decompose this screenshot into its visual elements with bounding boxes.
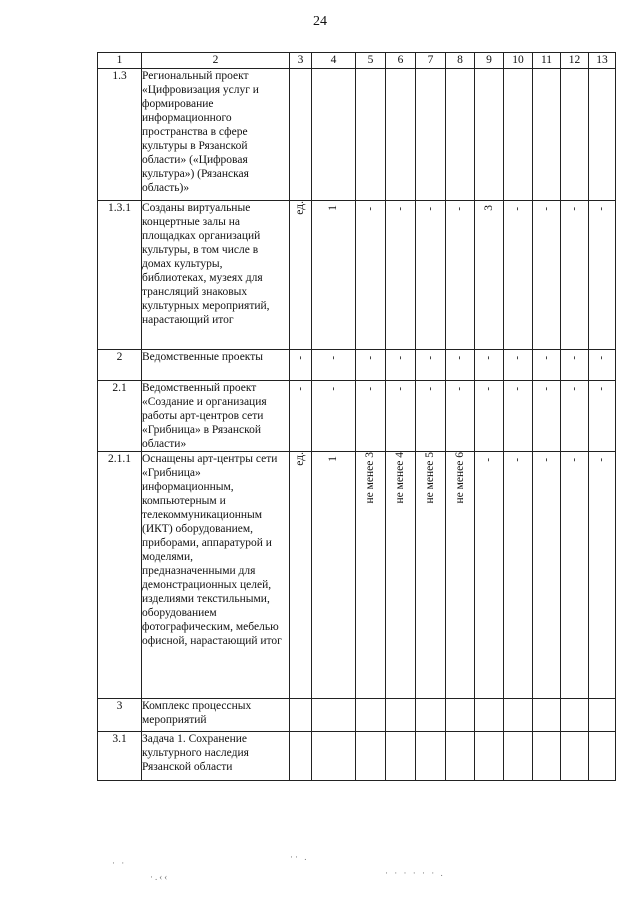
value-cell (312, 732, 356, 781)
dash-mark: - (595, 356, 608, 360)
value-cell (475, 699, 504, 732)
indicator-name: Задача 1. Сохранение культурного наследия Рязанской области (142, 732, 290, 781)
dash-mark: - (293, 356, 306, 360)
value-cell (446, 732, 475, 781)
value-cell (504, 452, 533, 699)
dash-mark: - (393, 387, 406, 391)
value-cell (561, 381, 589, 452)
value-cell (416, 381, 446, 452)
indicator-name: Ведомственные проекты (142, 350, 290, 381)
value-cell (475, 201, 504, 350)
value-cell (504, 699, 533, 732)
dash-mark: - (423, 356, 436, 360)
header-cell-3: 3 (290, 53, 312, 69)
vertical-value: не менее 5 (424, 452, 437, 504)
indicator-name: Оснащены арт-центры сети «Грибница» информационным, компьютерным и телекоммуникационным (ИКТ) оборудованием, приборами, аппаратурой и моделями, предназначенными для демонстрационных целей, изделиями текстильными, оборудованием фотографическим, мебелью офисной, нарастающий итог (142, 452, 290, 699)
page-number: 24 (313, 14, 327, 29)
value-cell (561, 452, 589, 699)
dash-mark: - (363, 387, 376, 391)
value-cell (533, 201, 561, 350)
vertical-value: ед. (294, 201, 307, 215)
dash-mark: - (423, 387, 436, 391)
dash-mark: - (482, 387, 495, 391)
value-cell (533, 452, 561, 699)
header-cell-13: 13 (589, 53, 616, 69)
header-cell-11: 11 (533, 53, 561, 69)
dash-mark: - (293, 387, 306, 391)
value-cell (589, 69, 616, 201)
value-cell (312, 350, 356, 381)
value-cell (356, 69, 386, 201)
vertical-value: 3 (482, 205, 495, 211)
value-cell (386, 381, 416, 452)
header-cell-10: 10 (504, 53, 533, 69)
table-row (98, 732, 616, 781)
value-cell (386, 201, 416, 350)
dash-mark: - (511, 387, 524, 391)
row-number: 2 (98, 350, 142, 381)
indicator-name: Комплекс процессных мероприятий (142, 699, 290, 732)
indicator-name: Региональный проект «Цифровизация услуг и формирование информационного пространства в сфере культуры в Рязанской области» («Цифровая культура») (Рязанская область)» (142, 69, 290, 201)
value-cell (312, 699, 356, 732)
value-cell (589, 381, 616, 452)
table-row (98, 69, 616, 201)
value-cell (561, 69, 589, 201)
value-cell (561, 350, 589, 381)
value-cell (386, 699, 416, 732)
value-cell (589, 699, 616, 732)
value-cell (290, 201, 312, 350)
header-cell-9: 9 (475, 53, 504, 69)
dash-mark: - (393, 207, 406, 211)
value-cell (416, 699, 446, 732)
dash-mark: - (453, 387, 466, 391)
dash-mark: - (595, 458, 608, 463)
value-cell (416, 732, 446, 781)
value-cell (475, 69, 504, 201)
vertical-value: 1 (327, 456, 340, 463)
dash-mark: - (363, 207, 376, 211)
value-cell (475, 452, 504, 699)
dash-mark: - (539, 458, 552, 463)
dash-mark: - (567, 207, 580, 211)
row-number: 2.1.1 (98, 452, 142, 699)
dash-mark: - (363, 356, 376, 360)
value-cell (561, 201, 589, 350)
dash-mark: - (326, 356, 339, 360)
dash-mark: - (595, 387, 608, 391)
header-cell-7: 7 (416, 53, 446, 69)
header-cell-2: 2 (142, 53, 290, 69)
header-cell-4: 4 (312, 53, 356, 69)
value-cell (356, 201, 386, 350)
value-cell (589, 732, 616, 781)
dash-mark: - (482, 458, 495, 463)
value-cell (533, 350, 561, 381)
value-cell (290, 69, 312, 201)
row-number: 1.3 (98, 69, 142, 201)
table-row (98, 381, 616, 452)
value-cell (290, 452, 312, 699)
dash-mark: - (453, 207, 466, 211)
value-cell (290, 732, 312, 781)
value-cell (446, 699, 475, 732)
indicators-table (97, 52, 616, 781)
value-cell (416, 201, 446, 350)
header-cell-1: 1 (98, 53, 142, 69)
value-cell (533, 381, 561, 452)
dash-mark: - (423, 207, 436, 211)
value-cell (446, 350, 475, 381)
value-cell (386, 452, 416, 699)
row-number: 3.1 (98, 732, 142, 781)
table-row (98, 350, 616, 381)
row-number: 1.3.1 (98, 201, 142, 350)
value-cell (504, 69, 533, 201)
value-cell (561, 732, 589, 781)
vertical-value: не менее 4 (394, 452, 407, 504)
dash-mark: - (539, 387, 552, 391)
value-cell (446, 381, 475, 452)
dash-mark: - (595, 207, 608, 211)
dash-mark: - (482, 356, 495, 360)
value-cell (589, 350, 616, 381)
value-cell (356, 699, 386, 732)
value-cell (533, 732, 561, 781)
value-cell (356, 732, 386, 781)
header-cell-6: 6 (386, 53, 416, 69)
dash-mark: - (326, 387, 339, 391)
value-cell (533, 69, 561, 201)
dash-mark: - (567, 387, 580, 391)
value-cell (290, 699, 312, 732)
value-cell (504, 732, 533, 781)
header-cell-8: 8 (446, 53, 475, 69)
value-cell (533, 699, 561, 732)
vertical-value: ед. (294, 452, 307, 466)
value-cell (312, 201, 356, 350)
header-cell-5: 5 (356, 53, 386, 69)
value-cell (589, 452, 616, 699)
value-cell (475, 350, 504, 381)
value-cell (504, 381, 533, 452)
dash-mark: - (511, 458, 524, 463)
value-cell (446, 452, 475, 699)
dash-mark: - (539, 356, 552, 360)
value-cell (356, 381, 386, 452)
value-cell (416, 452, 446, 699)
value-cell (416, 69, 446, 201)
dash-mark: - (393, 356, 406, 360)
dash-mark: - (567, 458, 580, 463)
table-row (98, 201, 616, 350)
dash-mark: - (539, 207, 552, 211)
table-row (98, 699, 616, 732)
dash-mark: - (511, 207, 524, 211)
value-cell (386, 732, 416, 781)
row-number: 3 (98, 699, 142, 732)
vertical-value: не менее 6 (453, 452, 466, 504)
value-cell (386, 69, 416, 201)
value-cell (446, 69, 475, 201)
table-row (98, 452, 616, 699)
value-cell (312, 452, 356, 699)
value-cell (504, 201, 533, 350)
row-number: 2.1 (98, 381, 142, 452)
value-cell (356, 350, 386, 381)
dash-mark: - (453, 356, 466, 360)
value-cell (475, 381, 504, 452)
indicator-name: Созданы виртуальные концертные залы на площадках организаций культуры, в том числе в домах культуры, библиотеках, музеях для трансляций знаковых культурных мероприятий, нарастающий итог (142, 201, 290, 350)
value-cell (504, 350, 533, 381)
value-cell (589, 201, 616, 350)
value-cell (290, 350, 312, 381)
value-cell (561, 699, 589, 732)
value-cell (475, 732, 504, 781)
value-cell (290, 381, 312, 452)
value-cell (386, 350, 416, 381)
header-cell-12: 12 (561, 53, 589, 69)
dash-mark: - (511, 356, 524, 360)
vertical-value: не менее 3 (364, 452, 377, 504)
value-cell (356, 452, 386, 699)
header-row (98, 53, 616, 69)
indicator-name: Ведомственный проект «Создание и организация работы арт-центров сети «Грибница» в Рязанской области» (142, 381, 290, 452)
value-cell (446, 201, 475, 350)
value-cell (312, 381, 356, 452)
vertical-value: 1 (327, 205, 340, 211)
dash-mark: - (567, 356, 580, 360)
value-cell (312, 69, 356, 201)
value-cell (416, 350, 446, 381)
